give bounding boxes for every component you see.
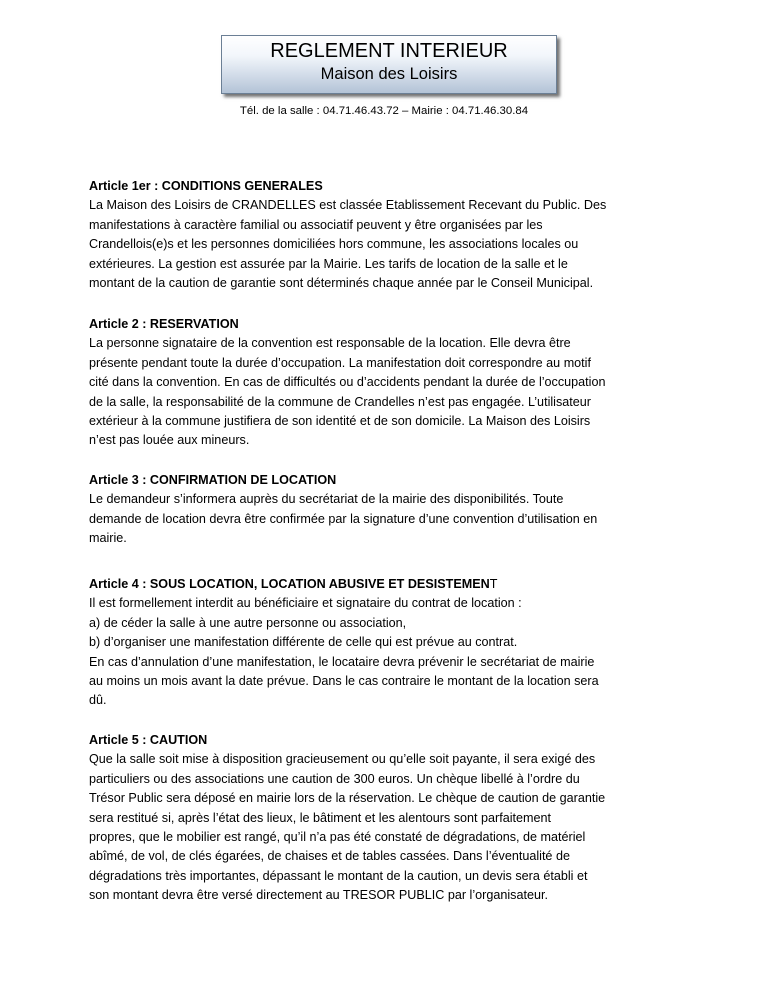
body-line: extérieures. La gestion est assurée par la Mairie. Les tarifs de location de la salle et le	[89, 256, 568, 271]
body-line: abîmé, de vol, de clés égarées, de chaises et de tables cassées. Dans l’éventualité de	[89, 849, 570, 864]
body-line: Crandellois(e)s et les personnes domiciliées hors commune, les associations locales ou	[89, 237, 579, 252]
article-body	[89, 334, 689, 450]
body-line: Que la salle soit mise à disposition gracieusement ou qu’elle soit payante, il sera exigé des	[89, 752, 596, 767]
article-2	[89, 315, 689, 451]
body-line: La Maison des Loisirs de CRANDELLES est classée Etablissement Recevant du Public. Des	[89, 198, 607, 213]
body-line: propres, que le mobilier est rangé, qu’il n’a pas été constaté de dégradations, de matériel	[89, 830, 586, 845]
article-4	[89, 575, 689, 711]
article-heading-tail: T	[489, 577, 498, 591]
body-line: n’est pas louée aux mineurs.	[89, 433, 250, 448]
article-3	[89, 471, 689, 549]
article-heading: Article 5 : CAUTION	[89, 733, 208, 747]
body-line: présente pendant toute la durée d’occupation. La manifestation doit correspondre au motif	[89, 355, 591, 370]
body-line: particuliers ou des associations une caution de 300 euros. Un chèque libellé à l’ordre du	[89, 771, 580, 786]
body-line: sera restitué si, après l’état des lieux, le bâtiment et les alentours sont parfaitement	[89, 810, 552, 825]
article-heading: Article 1er : CONDITIONS GENERALES	[89, 179, 323, 193]
body-line: de la salle, la responsabilité de la commune de Crandelles n’est pas engagée. L’utilisateur	[89, 394, 591, 409]
title-box	[221, 35, 557, 94]
body-line: a) de céder la salle à une autre personne ou association,	[89, 615, 407, 630]
article-heading: Article 2 : RESERVATION	[89, 317, 239, 331]
article-1	[89, 177, 689, 293]
body-line: Il est formellement interdit au bénéficiaire et signataire du contrat de location :	[89, 596, 522, 611]
article-body	[89, 750, 689, 905]
body-line: montant de la caution de garantie sont déterminés chaque année par le Conseil Municipal.	[89, 276, 594, 291]
body-line: Le demandeur s’informera auprès du secrétariat de la mairie des disponibilités. Toute	[89, 492, 564, 507]
document-subtitle: Maison des Loisirs	[320, 65, 458, 83]
body-line: cité dans la convention. En cas de difficultés ou d’accidents pendant la durée de l’occupation	[89, 375, 606, 390]
body-line: dû.	[89, 693, 107, 708]
body-line: dégradations très importantes, dépassant le montant de la caution, un devis sera établi et	[89, 868, 588, 883]
body-line: au moins un mois avant la date prévue. Dans le cas contraire le montant de la location sera	[89, 674, 599, 689]
article-body	[89, 594, 689, 710]
body-line: En cas d’annulation d’une manifestation, le locataire devra prévenir le secrétariat de mairie	[89, 654, 595, 669]
body-line: La personne signataire de la convention est responsable de la location. Elle devra être	[89, 336, 571, 351]
article-body	[89, 490, 689, 548]
article-heading: Article 3 : CONFIRMATION DE LOCATION	[89, 473, 337, 487]
article-body	[89, 196, 689, 293]
article-heading	[89, 575, 689, 594]
body-line: demande de location devra être confirmée par la signature d’une convention d’utilisation en	[89, 511, 598, 526]
article-5	[89, 731, 689, 906]
body-line: mairie.	[89, 531, 127, 546]
body-line: Trésor Public sera déposé en mairie lors de la réservation. Le chèque de caution de garantie	[89, 791, 606, 806]
body-line: extérieur à la commune justifiera de son identité et de son domicile. La Maison des Loisirs	[89, 414, 591, 429]
body-line: son montant devra être versé directement au TRESOR PUBLIC par l’organisateur.	[89, 888, 548, 903]
body-line: manifestations à caractère familial ou associatif peuvent y être organisées par les	[89, 217, 543, 232]
phone-line: Tél. de la salle : 04.71.46.43.72 – Mairie : 04.71.46.30.84	[239, 105, 529, 117]
article-heading-text: Article 4 : SOUS LOCATION, LOCATION ABUSIVE ET DESISTEMEN	[89, 577, 490, 591]
document-title: REGLEMENT INTERIEUR	[270, 40, 508, 62]
body-line: b) d’organiser une manifestation différente de celle qui est prévue au contrat.	[89, 635, 518, 650]
